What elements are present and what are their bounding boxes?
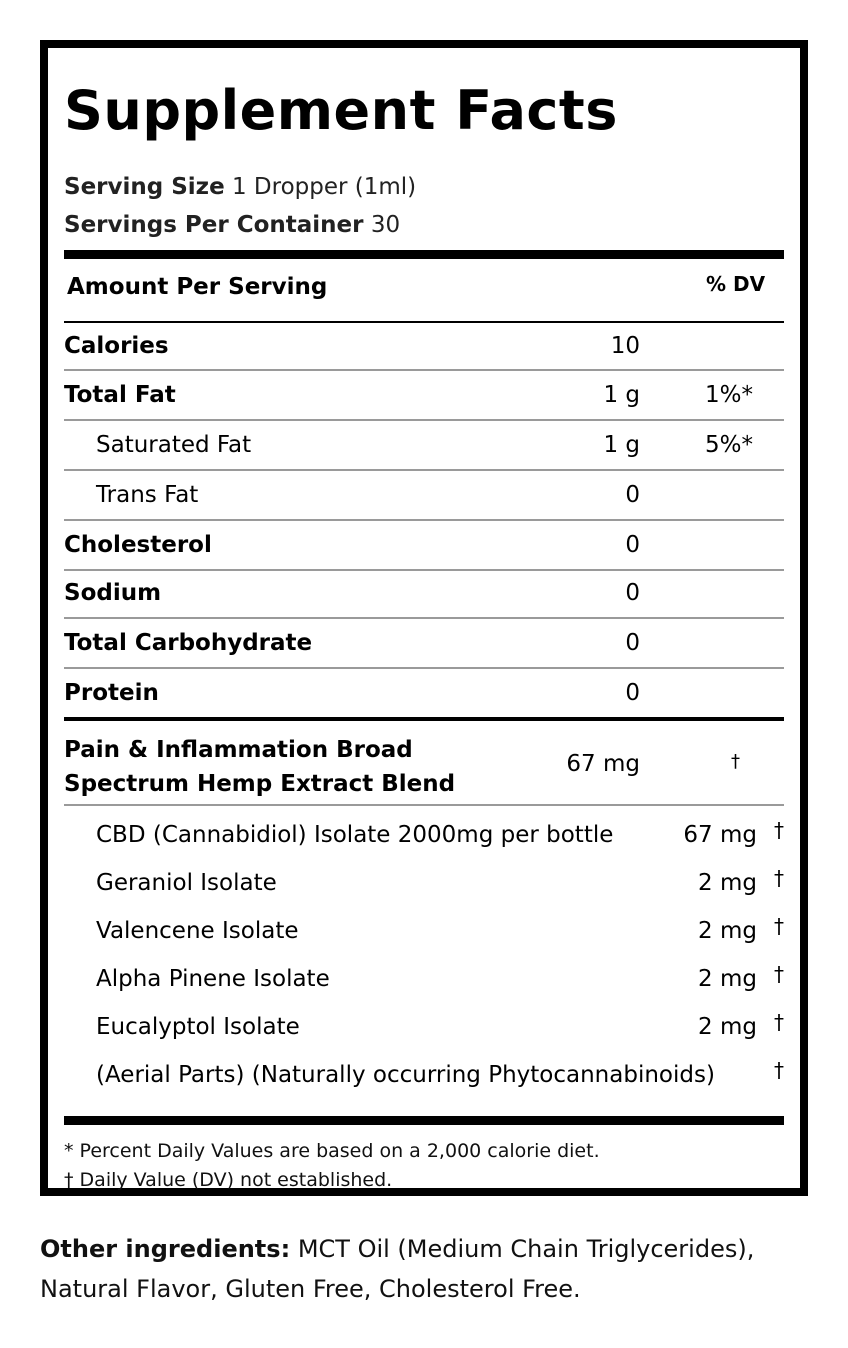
- nutrient-row-sodium: [64, 571, 784, 619]
- ingredient-row-valencene: [64, 908, 784, 956]
- footnote-dv-not-established: † Daily Value (DV) not established.: [64, 1169, 393, 1191]
- ingredient-name: Eucalyptol Isolate: [96, 1014, 300, 1040]
- ingredient-list: [64, 812, 784, 1100]
- thick-divider: [64, 250, 784, 259]
- nutrient-amount: 0: [625, 532, 640, 558]
- nutrient-row-trans-fat: [64, 471, 784, 521]
- nutrient-amount: 0: [625, 482, 640, 508]
- nutrient-name: Sodium: [64, 580, 162, 606]
- ingredient-name: Geraniol Isolate: [96, 870, 277, 896]
- ingredient-name: (Aerial Parts) (Naturally occurring Phytocannabinoids): [96, 1062, 715, 1088]
- supplement-facts-panel: [40, 40, 808, 1196]
- footer-divider: [64, 1116, 784, 1125]
- servings-per-container-label: Servings Per Container: [64, 212, 364, 238]
- nutrient-amount: 0: [625, 630, 640, 656]
- ingredient-amount: 2 mg: [698, 918, 757, 944]
- footnote-daily-values: * Percent Daily Values are based on a 2,000 calorie diet.: [64, 1140, 600, 1162]
- ingredient-row-aerial-parts: [64, 1052, 784, 1100]
- ingredient-name: CBD (Cannabidiol) Isolate 2000mg per bottle: [96, 822, 614, 848]
- nutrient-amount: 10: [610, 333, 640, 359]
- panel-title: Supplement Facts: [64, 79, 618, 142]
- nutrient-row-total-fat: [64, 371, 784, 421]
- nutrient-amount: 0: [625, 580, 640, 606]
- blend-amount: 67 mg: [566, 751, 640, 777]
- servings-per-container: [64, 206, 784, 244]
- blend-name: [64, 733, 455, 801]
- other-ingredients-text: MCT Oil (Medium Chain Triglycerides), Natural Flavor, Gluten Free, Cholesterol Free.: [40, 1235, 755, 1303]
- nutrient-name: Calories: [64, 333, 169, 359]
- ingredient-name: Alpha Pinene Isolate: [96, 966, 330, 992]
- ingredient-name: Valencene Isolate: [96, 918, 299, 944]
- nutrient-row-protein: [64, 669, 784, 717]
- ingredient-row-cbd: [64, 812, 784, 860]
- nutrient-name: Cholesterol: [64, 532, 212, 558]
- dv-heading: % DV: [706, 272, 766, 296]
- servings-per-container-value: 30: [370, 212, 401, 238]
- nutrient-row-total-carbohydrate: [64, 619, 784, 669]
- nutrient-name: Trans Fat: [96, 482, 199, 508]
- serving-size-label: Serving Size: [64, 174, 225, 200]
- nutrient-dv: 1%*: [705, 382, 753, 408]
- blend-name-line1: Pain & Inflammation Broad: [64, 737, 413, 763]
- serving-size-value: 1 Dropper (1ml): [231, 174, 417, 200]
- ingredient-amount: 2 mg: [698, 1014, 757, 1040]
- ingredient-amount: 2 mg: [698, 870, 757, 896]
- amount-header-row: [64, 259, 784, 321]
- other-ingredients: [40, 1229, 800, 1309]
- nutrient-name: Total Carbohydrate: [64, 630, 313, 656]
- nutrient-amount: 1 g: [603, 432, 640, 458]
- ingredient-row-eucalyptol: [64, 1004, 784, 1052]
- serving-size: [64, 168, 784, 206]
- ingredient-row-alpha-pinene: [64, 956, 784, 1004]
- nutrient-table: [64, 323, 784, 717]
- blend-row: [64, 721, 784, 806]
- ingredient-row-geraniol: [64, 860, 784, 908]
- ingredient-amount: 2 mg: [698, 966, 757, 992]
- nutrient-name: Saturated Fat: [96, 432, 252, 458]
- nutrient-row-calories: [64, 323, 784, 371]
- ingredient-dv-symbol: †: [774, 866, 784, 890]
- other-ingredients-label: Other ingredients:: [40, 1235, 291, 1263]
- ingredient-dv-symbol: †: [774, 914, 784, 938]
- ingredient-amount: 67 mg: [683, 822, 757, 848]
- nutrient-row-cholesterol: [64, 521, 784, 571]
- nutrient-name: Protein: [64, 680, 159, 706]
- ingredient-dv-symbol: †: [774, 1010, 784, 1034]
- blend-name-line2: Spectrum Hemp Extract Blend: [64, 771, 456, 797]
- ingredient-dv-symbol: †: [774, 1058, 784, 1082]
- nutrient-amount: 1 g: [603, 382, 640, 408]
- ingredient-dv-symbol: †: [774, 962, 784, 986]
- blend-dv-symbol: †: [731, 751, 740, 772]
- nutrient-row-saturated-fat: [64, 421, 784, 471]
- nutrient-amount: 0: [625, 680, 640, 706]
- amount-per-serving-heading: Amount Per Serving: [67, 274, 328, 300]
- nutrient-name: Total Fat: [64, 382, 176, 408]
- nutrient-dv: 5%*: [705, 432, 753, 458]
- ingredient-dv-symbol: †: [774, 818, 784, 842]
- footnotes: [64, 1137, 784, 1195]
